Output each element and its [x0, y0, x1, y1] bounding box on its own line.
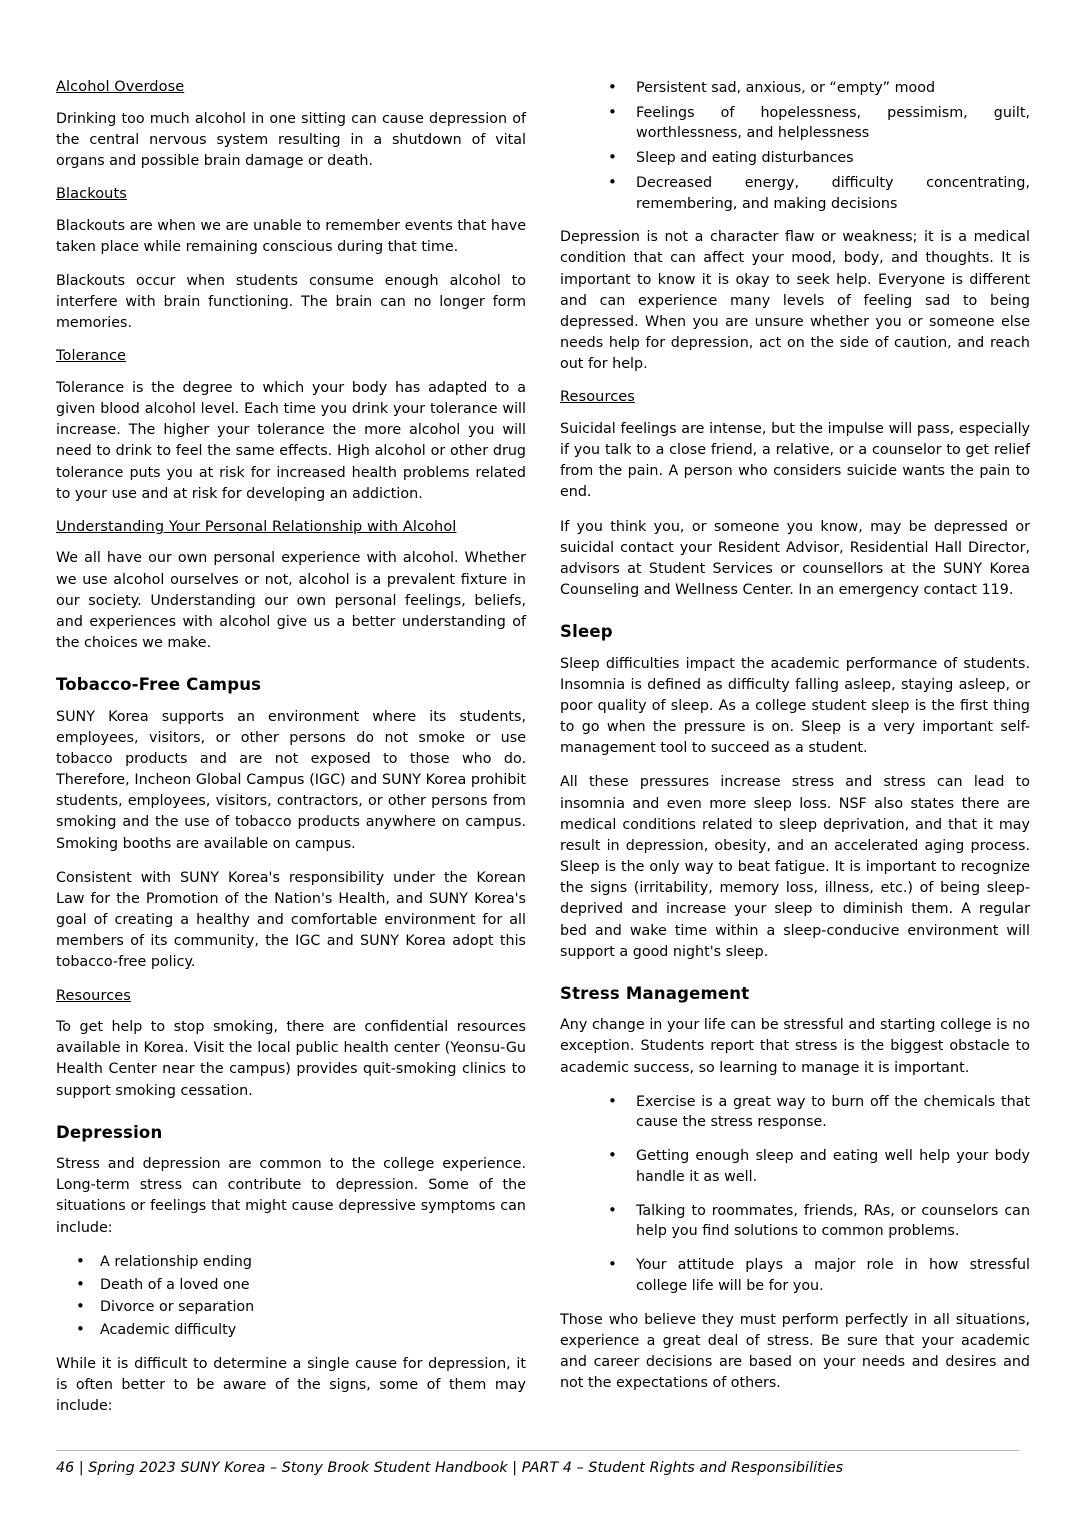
list-item: • Decreased energy, difficulty concentrating, remembering, and making decisions	[560, 173, 1030, 214]
paragraph-personal-relationship-alcohol: We all have our own personal experience with alcohol. Whether we use alcohol ourselves or not, alcohol is a prevalent fixture in our society. Understanding our own personal feelings, beliefs, and experiences with alcohol give us a better understanding of the choices we make.	[56, 550, 526, 652]
list-item: • Feelings of hopelessness, pessimism, guilt, worthlessness, and helplessness	[560, 103, 1030, 144]
heading-depression: Depression	[56, 1122, 163, 1142]
paragraph-blackouts-1: Blackouts are when we are unable to remember events that have taken place while remaining conscious during that time.	[56, 217, 526, 255]
paragraph-depression-3: Depression is not a character flaw or weakness; it is a medical condition that can affect your mood, body, and thoughts. It is important to know it is okay to seek help. Everyone is different and can experience many levels of feeling sad to being depressed. When you are unsure whether you or someone else needs help for depression, act on the side of caution, and reach out for help.	[560, 229, 1030, 373]
two-column-layout	[56, 78, 1030, 1414]
heading-resources-depression: Resources	[560, 389, 635, 406]
paragraph-resources-depression-1: Suicidal feelings are intense, but the impulse will pass, especially if you talk to a close friend, a relative, or a counselor to get relief from the pain. A person who considers suicide wants the pain to end.	[560, 420, 1030, 501]
heading-resources-tobacco: Resources	[56, 987, 131, 1004]
list-stress-tips	[560, 1092, 1030, 1297]
paragraph-stress-2: Those who believe they must perform perfectly in all situations, experience a great deal of stress. Be sure that your academic and career decisions are based on your needs and desires and not the expectations of others.	[560, 1311, 1030, 1391]
paragraph-stress-1: Any change in your life can be stressful and starting college is no exception. Students report that stress is the biggest obstacle to academic success, so learning to manage it is important.	[560, 1017, 1030, 1076]
paragraph-tobacco-2: Consistent with SUNY Korea's responsibility under the Korean Law for the Promotion of the Nation's Health, and SUNY Korea's goal of creating a healthy and comfortable environment for all members of its community, the IGC and SUNY Korea adopt this tobacco-free policy.	[56, 869, 526, 971]
paragraph-sleep-1: Sleep difficulties impact the academic performance of students. Insomnia is defined as difficulty falling asleep, staying asleep, or poor quality of sleep. As a college student sleep is the first thing to go when the pressure is on. Sleep is a very important self- management tool to succeed as a student.	[560, 655, 1030, 757]
paragraph-tolerance: Tolerance is the degree to which your body has adapted to a given blood alcohol level. Each time you drink your tolerance will increase. The higher your tolerance the more alcohol you will need to drink to feel the same effects. High alcohol or other drug tolerance puts you at risk for increased health problems related to your use and at risk for developing an addiction.	[56, 379, 526, 502]
paragraph-sleep-2: All these pressures increase stress and stress can lead to insomnia and even more sleep loss. NSF also states there are medical conditions related to sleep deprivation, and that it may result in depression, obesity, and an accelerated aging process. Sleep is the only way to beat fatigue. It is important to recognize the signs (irritability, memory loss, illness, etc.) of being sleep-deprived and increase your sleep to diminish them. A regular bed and wake time within a sleep-conducive environment will support a good night's sleep.	[560, 774, 1030, 960]
footer-divider	[56, 1450, 1019, 1451]
footer-text: 46 | Spring 2023 SUNY Korea – Stony Brook Student Handbook | PART 4 – Student Rights and Responsibilities	[56, 1460, 844, 1476]
heading-stress-management: Stress Management	[560, 983, 750, 1003]
list-item: • Exercise is a great way to burn off the chemicals that cause the stress response.	[560, 1092, 1030, 1133]
paragraph-resources-depression-2: If you think you, or someone you know, may be depressed or suicidal contact your Resident Advisor, Residential Hall Director, advisors at Student Services or counsellors at the SUNY Korea Counseling and Wellness Center. In an emergency contact 119.	[560, 518, 1030, 599]
paragraph-depression-1: Stress and depression are common to the college experience. Long-term stress can contribute to depression. Some of the situations or feelings that might cause depressive symptoms can include:	[56, 1156, 526, 1236]
heading-blackouts: Blackouts	[56, 186, 127, 203]
list-item: • Talking to roommates, friends, RAs, or counselors can help you find solutions to common problems.	[560, 1201, 1030, 1242]
heading-sleep: Sleep	[560, 622, 613, 642]
paragraph-resources-tobacco: To get help to stop smoking, there are confidential resources available in Korea. Visit the local public health center (Yeonsu-Gu Health Center near the campus) provides quit-smoking clinics to support smoking cessation.	[56, 1019, 526, 1099]
heading-tobacco-free-campus: Tobacco-Free Campus	[56, 675, 262, 695]
list-depression-signs	[560, 78, 1030, 214]
list-item: • Getting enough sleep and eating well help your body handle it as well.	[560, 1146, 1030, 1187]
left-column	[56, 78, 526, 1414]
list-item: • Persistent sad, anxious, or “empty” mood	[560, 78, 1030, 99]
heading-tolerance: Tolerance	[56, 348, 127, 365]
list-item: • Academic difficulty	[56, 1320, 526, 1341]
list-depression-causes	[56, 1252, 526, 1341]
heading-personal-relationship-alcohol: Understanding Your Personal Relationship with Alcohol	[56, 518, 457, 535]
list-item: • Sleep and eating disturbances	[560, 148, 1030, 169]
paragraph-depression-2: While it is difficult to determine a single cause for depression, it is often better to be aware of the signs, some of them may include:	[56, 1355, 526, 1414]
right-column	[560, 78, 1030, 1391]
paragraph-tobacco-1: SUNY Korea supports an environment where its students, employees, visitors, or other persons do not smoke or use tobacco products and are not exposed to those who do. Therefore, Incheon Global Campus (IGC) and SUNY Korea prohibit students, employees, visitors, contractors, or other persons from smoking and the use of tobacco products anywhere on campus. Smoking booths are available on campus.	[56, 708, 526, 852]
list-item: • Death of a loved one	[56, 1275, 526, 1296]
paragraph-blackouts-2: Blackouts occur when students consume enough alcohol to interfere with brain functioning. The brain can no longer form memories.	[56, 272, 526, 332]
paragraph-alcohol-overdose: Drinking too much alcohol in one sitting can cause depression of the central nervous system resulting in a shutdown of vital organs and possible brain damage or death.	[56, 110, 526, 169]
list-item: • Your attitude plays a major role in how stressful college life will be for you.	[560, 1255, 1030, 1296]
heading-alcohol-overdose: Alcohol Overdose	[56, 79, 185, 95]
page-footer	[56, 1450, 1019, 1476]
list-item: • A relationship ending	[56, 1252, 526, 1273]
list-item: • Divorce or separation	[56, 1297, 526, 1318]
